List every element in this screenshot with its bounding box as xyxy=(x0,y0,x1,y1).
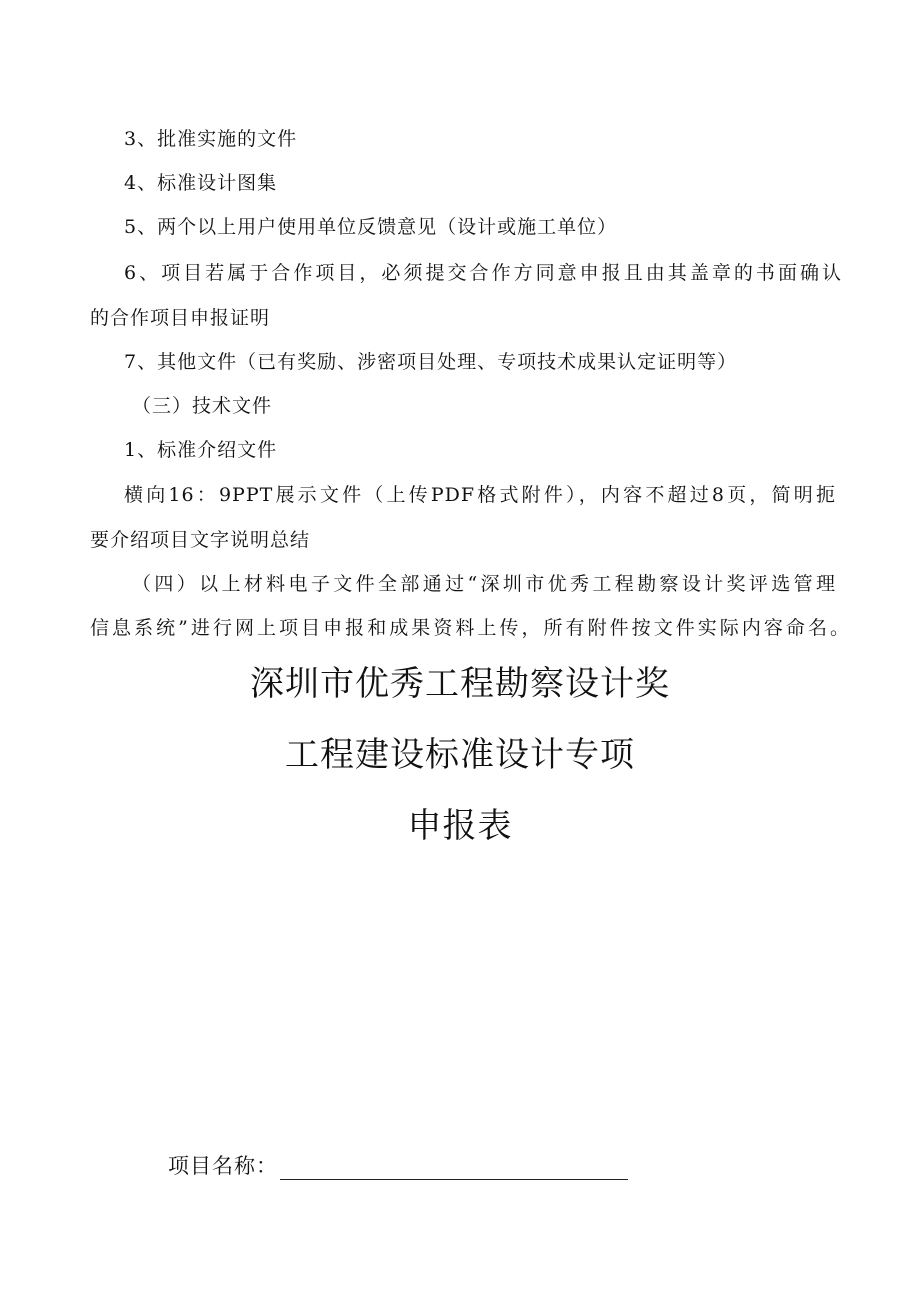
cover-title-form: 申报表 xyxy=(407,806,513,846)
list-item-other-docs: 7、其他文件（已有奖励、涉密项目处理、专项技术成果认定证明等） xyxy=(124,351,738,373)
list-item-cooperation-line2: 的合作项目申报证明 xyxy=(90,307,271,329)
list-item-design-atlas: 4、标准设计图集 xyxy=(124,172,278,194)
list-item-user-feedback: 5、两个以上用户使用单位反馈意见（设计或施工单位） xyxy=(124,216,618,238)
cover-title-category: 工程建设标准设计专项 xyxy=(285,735,635,775)
project-name-label: 项目名称： xyxy=(168,1154,278,1178)
section-heading-technical-docs: （三）技术文件 xyxy=(132,395,273,417)
online-submission-line2: 信息系统”进行网上项目申报和成果资料上传，所有附件按文件实际内容命名。 xyxy=(90,617,850,639)
ppt-requirement-line1: 横向16：9PPT展示文件（上传PDF格式附件），内容不超过8页，简明扼 xyxy=(124,484,836,506)
project-name-blank-line[interactable] xyxy=(280,1155,628,1180)
cover-title-award: 深圳市优秀工程勘察设计奖 xyxy=(250,664,670,704)
online-submission-line1: （四）以上材料电子文件全部通过“深圳市优秀工程勘察设计奖评选管理 xyxy=(132,573,836,595)
list-item-approval-docs: 3、批准实施的文件 xyxy=(124,128,298,150)
list-item-cooperation-line1: 6、项目若属于合作项目，必须提交合作方同意申报且由其盖章的书面确认 xyxy=(124,262,842,284)
project-name-field xyxy=(168,1150,628,1180)
ppt-requirement-line2: 要介绍项目文字说明总结 xyxy=(90,529,311,551)
list-item-standard-intro: 1、标准介绍文件 xyxy=(124,439,278,461)
